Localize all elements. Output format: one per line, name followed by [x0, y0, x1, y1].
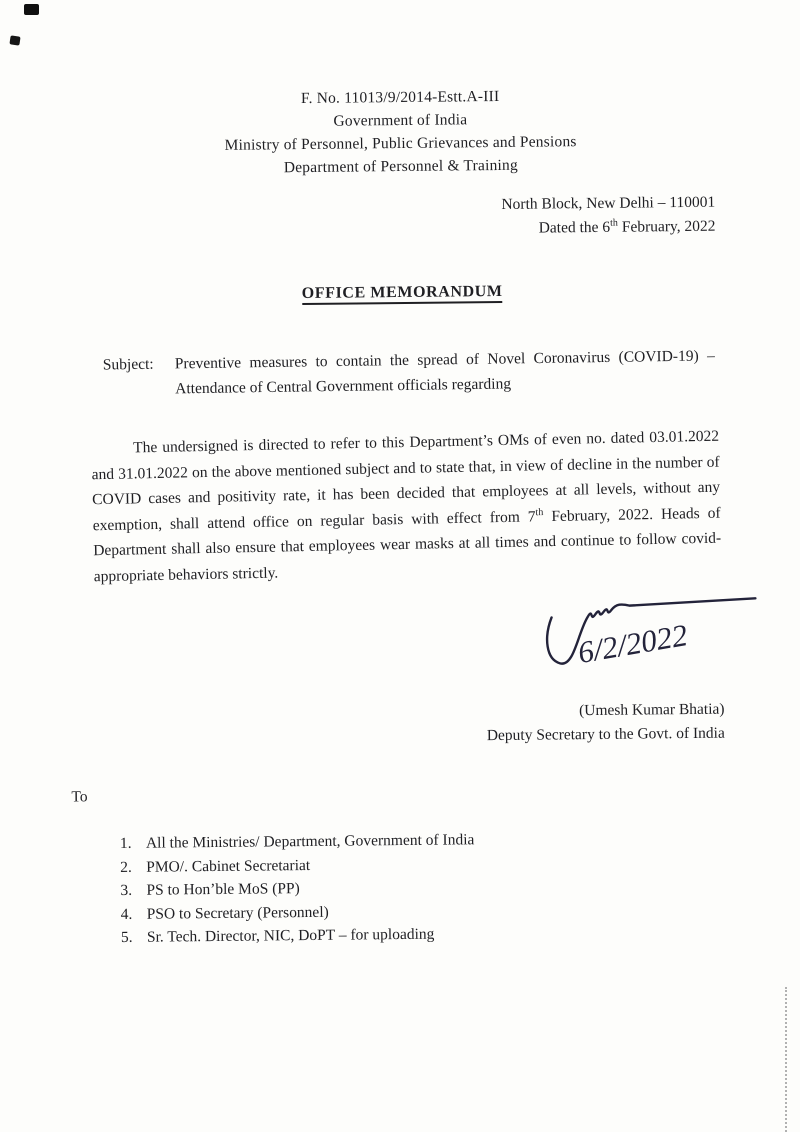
body-text-2: February, 2022. Heads of Department shall also ensure that employees wear masks at all times and continue to follow covid-appropriate behaviors strictly.: [93, 504, 722, 585]
subject-text: Preventive measures to contain the spread of Novel Coronavirus (COVID-19) – Attendance of Central Government officials regarding: [174, 347, 715, 398]
signatory-designation: Deputy Secretary to the Govt. of India: [486, 724, 725, 745]
list-text: All the Ministries/ Department, Government of India: [145, 831, 475, 852]
body-paragraph: [91, 424, 722, 590]
file-number: F. No. 11013/9/2014-Estt.A-III: [300, 87, 500, 108]
handwritten-date: 6/2/2022: [575, 617, 690, 671]
list-text: PS to Hon’ble MoS (PP): [146, 880, 300, 899]
signatory-name: (Umesh Kumar Bhatia): [578, 700, 725, 720]
to-label: To: [71, 788, 88, 806]
memo-title: OFFICE MEMORANDUM: [302, 283, 503, 305]
date-text-rest: February, 2022: [617, 217, 716, 236]
list-text: PMO/. Cabinet Secretariat: [146, 856, 311, 876]
list-text: Sr. Tech. Director, NIC, DoPT – for uploading: [146, 925, 435, 946]
body-ordinal: th: [535, 506, 544, 518]
recipients-list: [120, 825, 800, 950]
list-number: 3.: [120, 881, 133, 899]
place-date-block: [1, 191, 715, 246]
place-line: North Block, New Delhi – 110001: [501, 193, 716, 213]
scan-artifact-blot: [24, 4, 39, 15]
scan-artifact-edge-perforation: [785, 987, 787, 1132]
list-number: 5.: [120, 928, 133, 946]
list-number: 4.: [120, 905, 133, 923]
scan-artifact-blot: [9, 35, 20, 45]
memo-title-row: [2, 280, 800, 306]
list-number: 1.: [119, 834, 132, 852]
org-ministry: Ministry of Personnel, Public Grievances and Pensions: [224, 133, 577, 154]
date-ordinal: th: [610, 217, 618, 229]
handwritten-signature: [537, 595, 770, 689]
list-number: 2.: [120, 858, 132, 876]
org-department: Department of Personnel & Training: [283, 156, 518, 177]
list-text: PSO to Secretary (Personnel): [146, 903, 329, 923]
scanned-content: [0, 82, 800, 951]
date-text: Dated the 6: [538, 218, 611, 237]
body-text-1: The undersigned is directed to refer to this Department’s OMs of even no. dated 03.01.2022 and 31.01.2022 on the above mentioned subject and to state that, in view of decline in the number of COVID cases and positivity rate, it has been decided that employees at all levels, without any exemption, shall attend office on regular basis with effect from 7: [91, 427, 721, 534]
letterhead: [0, 82, 800, 182]
signature-block: [5, 593, 800, 711]
subject-block: [103, 343, 716, 402]
org-government: Government of India: [333, 111, 468, 130]
subject-label: Subject:: [102, 355, 154, 374]
